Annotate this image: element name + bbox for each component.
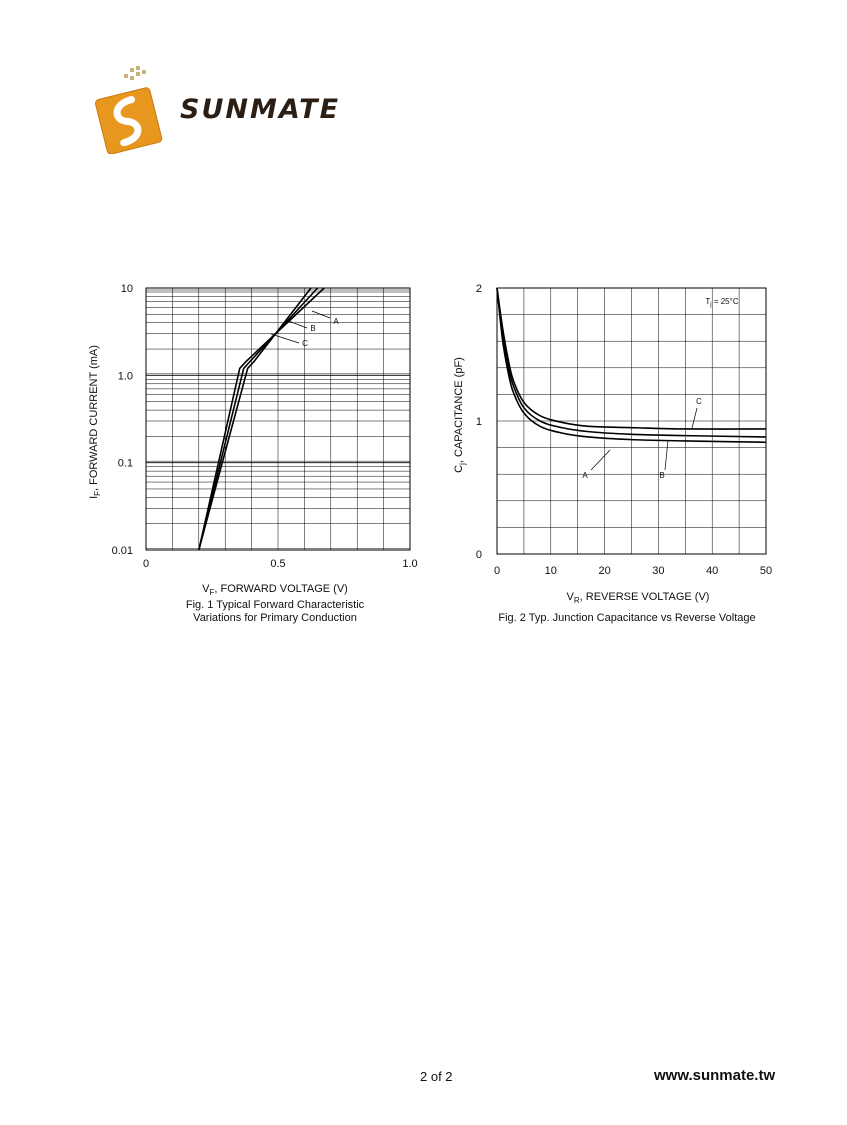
series-label: B bbox=[659, 471, 665, 480]
series-leader-line bbox=[591, 450, 610, 470]
series-label: A bbox=[582, 471, 588, 480]
y-tick-label: 1.0 bbox=[117, 370, 133, 383]
fig2-caption: Fig. 2 Typ. Junction Capacitance vs Reverse Voltage bbox=[498, 612, 756, 624]
y-tick-label: 0 bbox=[475, 549, 482, 561]
series-leader-line bbox=[665, 440, 668, 470]
x-tick-label: 40 bbox=[706, 565, 719, 577]
y-tick-label: 0.1 bbox=[117, 457, 133, 470]
x-tick-label: 0.5 bbox=[270, 558, 286, 570]
fig1-caption-line1: Fig. 1 Typical Forward Characteristic bbox=[185, 599, 365, 611]
brand-wordmark: SUNMATE bbox=[180, 94, 341, 125]
x-tick-label: 30 bbox=[652, 565, 665, 577]
website-link[interactable]: www.sunmate.tw bbox=[654, 1067, 776, 1084]
series-leader-line bbox=[692, 408, 697, 428]
temperature-annotation: $T_j = 25^\circ C$ bbox=[705, 297, 739, 308]
y-tick-label: 2 bbox=[475, 283, 482, 295]
series-label: C bbox=[696, 397, 702, 406]
x-tick-label: 0 bbox=[493, 565, 501, 577]
x-tick-label: 1.0 bbox=[402, 558, 418, 570]
series-label: A bbox=[333, 317, 339, 326]
x-tick-label: 20 bbox=[598, 565, 611, 577]
y-tick-label: 1 bbox=[475, 416, 482, 428]
y-axis-label: $I_F$, FORWARD CURRENT (mA) bbox=[88, 345, 102, 499]
y-tick-label: 0.01 bbox=[111, 545, 133, 557]
series-label: B bbox=[310, 324, 316, 333]
page-number: 2 of 2 bbox=[420, 1069, 453, 1084]
x-axis-label: $V_F$, FORWARD VOLTAGE (V) bbox=[202, 583, 348, 597]
x-tick-label: 0 bbox=[142, 558, 150, 570]
y-axis-label: $C_j$, CAPACITANCE (pF) bbox=[453, 357, 467, 473]
series-label: C bbox=[302, 339, 308, 348]
x-tick-label: 10 bbox=[544, 565, 557, 577]
x-axis-label: $V_R$, REVERSE VOLTAGE (V) bbox=[566, 591, 710, 605]
x-tick-label: 50 bbox=[759, 565, 773, 577]
fig1-caption-line2: Variations for Primary Conduction bbox=[193, 612, 357, 624]
y-tick-label: 10 bbox=[120, 283, 133, 295]
